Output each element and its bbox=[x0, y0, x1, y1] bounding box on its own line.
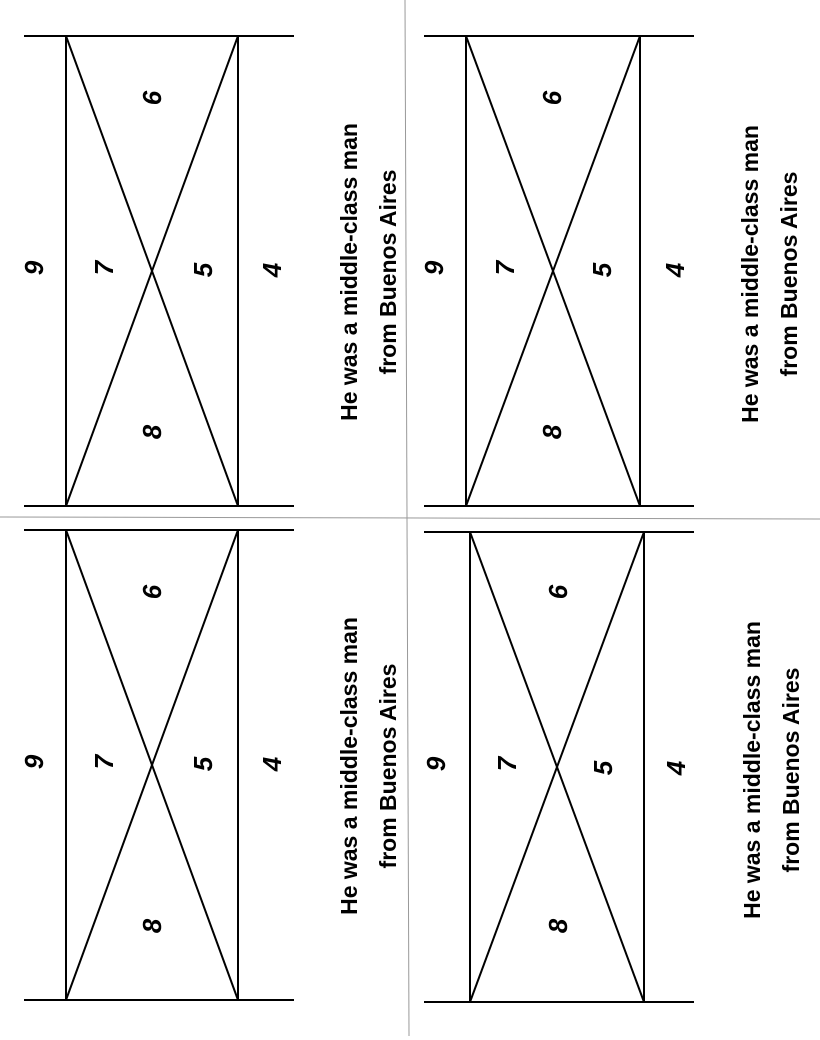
label-top-triangle: 8 bbox=[137, 918, 167, 934]
label-left-triangle: 7 bbox=[89, 754, 119, 770]
label-bottom-triangle: 6 bbox=[137, 90, 167, 106]
label-right-triangle: 5 bbox=[188, 262, 218, 278]
sentence-line-1: He was a middle-class man bbox=[739, 621, 765, 919]
label-outer-top: 9 bbox=[19, 260, 49, 276]
sentence-line-1: He was a middle-class man bbox=[336, 123, 362, 421]
card-bottom-left bbox=[19, 530, 401, 1000]
label-top-triangle: 8 bbox=[537, 424, 567, 440]
label-bottom-triangle: 6 bbox=[137, 584, 167, 600]
label-right-triangle: 5 bbox=[588, 760, 618, 776]
label-top-triangle: 8 bbox=[543, 918, 573, 934]
sentence-line-1: He was a middle-class man bbox=[737, 125, 763, 423]
label-right-triangle: 5 bbox=[587, 262, 617, 278]
label-bottom-triangle: 6 bbox=[537, 90, 567, 106]
label-left-triangle: 7 bbox=[492, 756, 522, 772]
label-bottom-triangle: 6 bbox=[543, 584, 573, 600]
label-left-triangle: 7 bbox=[89, 260, 119, 276]
label-outer-bottom: 4 bbox=[660, 262, 690, 278]
label-outer-top: 9 bbox=[419, 260, 449, 276]
label-outer-bottom: 4 bbox=[661, 760, 691, 776]
cut-line-horizontal bbox=[0, 517, 820, 519]
label-outer-bottom: 4 bbox=[257, 262, 287, 278]
sentence-line-2: from Buenos Aires bbox=[375, 663, 401, 869]
sentence-line-1: He was a middle-class man bbox=[336, 617, 362, 915]
label-outer-bottom: 4 bbox=[257, 756, 287, 772]
card-top-right bbox=[419, 36, 802, 506]
sentence-line-2: from Buenos Aires bbox=[778, 667, 804, 873]
label-outer-top: 9 bbox=[421, 756, 451, 772]
card-bottom-right bbox=[421, 532, 804, 1002]
label-outer-top: 9 bbox=[19, 754, 49, 770]
sentence-line-2: from Buenos Aires bbox=[375, 169, 401, 375]
label-top-triangle: 8 bbox=[137, 424, 167, 440]
label-left-triangle: 7 bbox=[490, 260, 520, 276]
card-top-left bbox=[19, 36, 401, 506]
sentence-line-2: from Buenos Aires bbox=[776, 171, 802, 377]
label-right-triangle: 5 bbox=[188, 756, 218, 772]
